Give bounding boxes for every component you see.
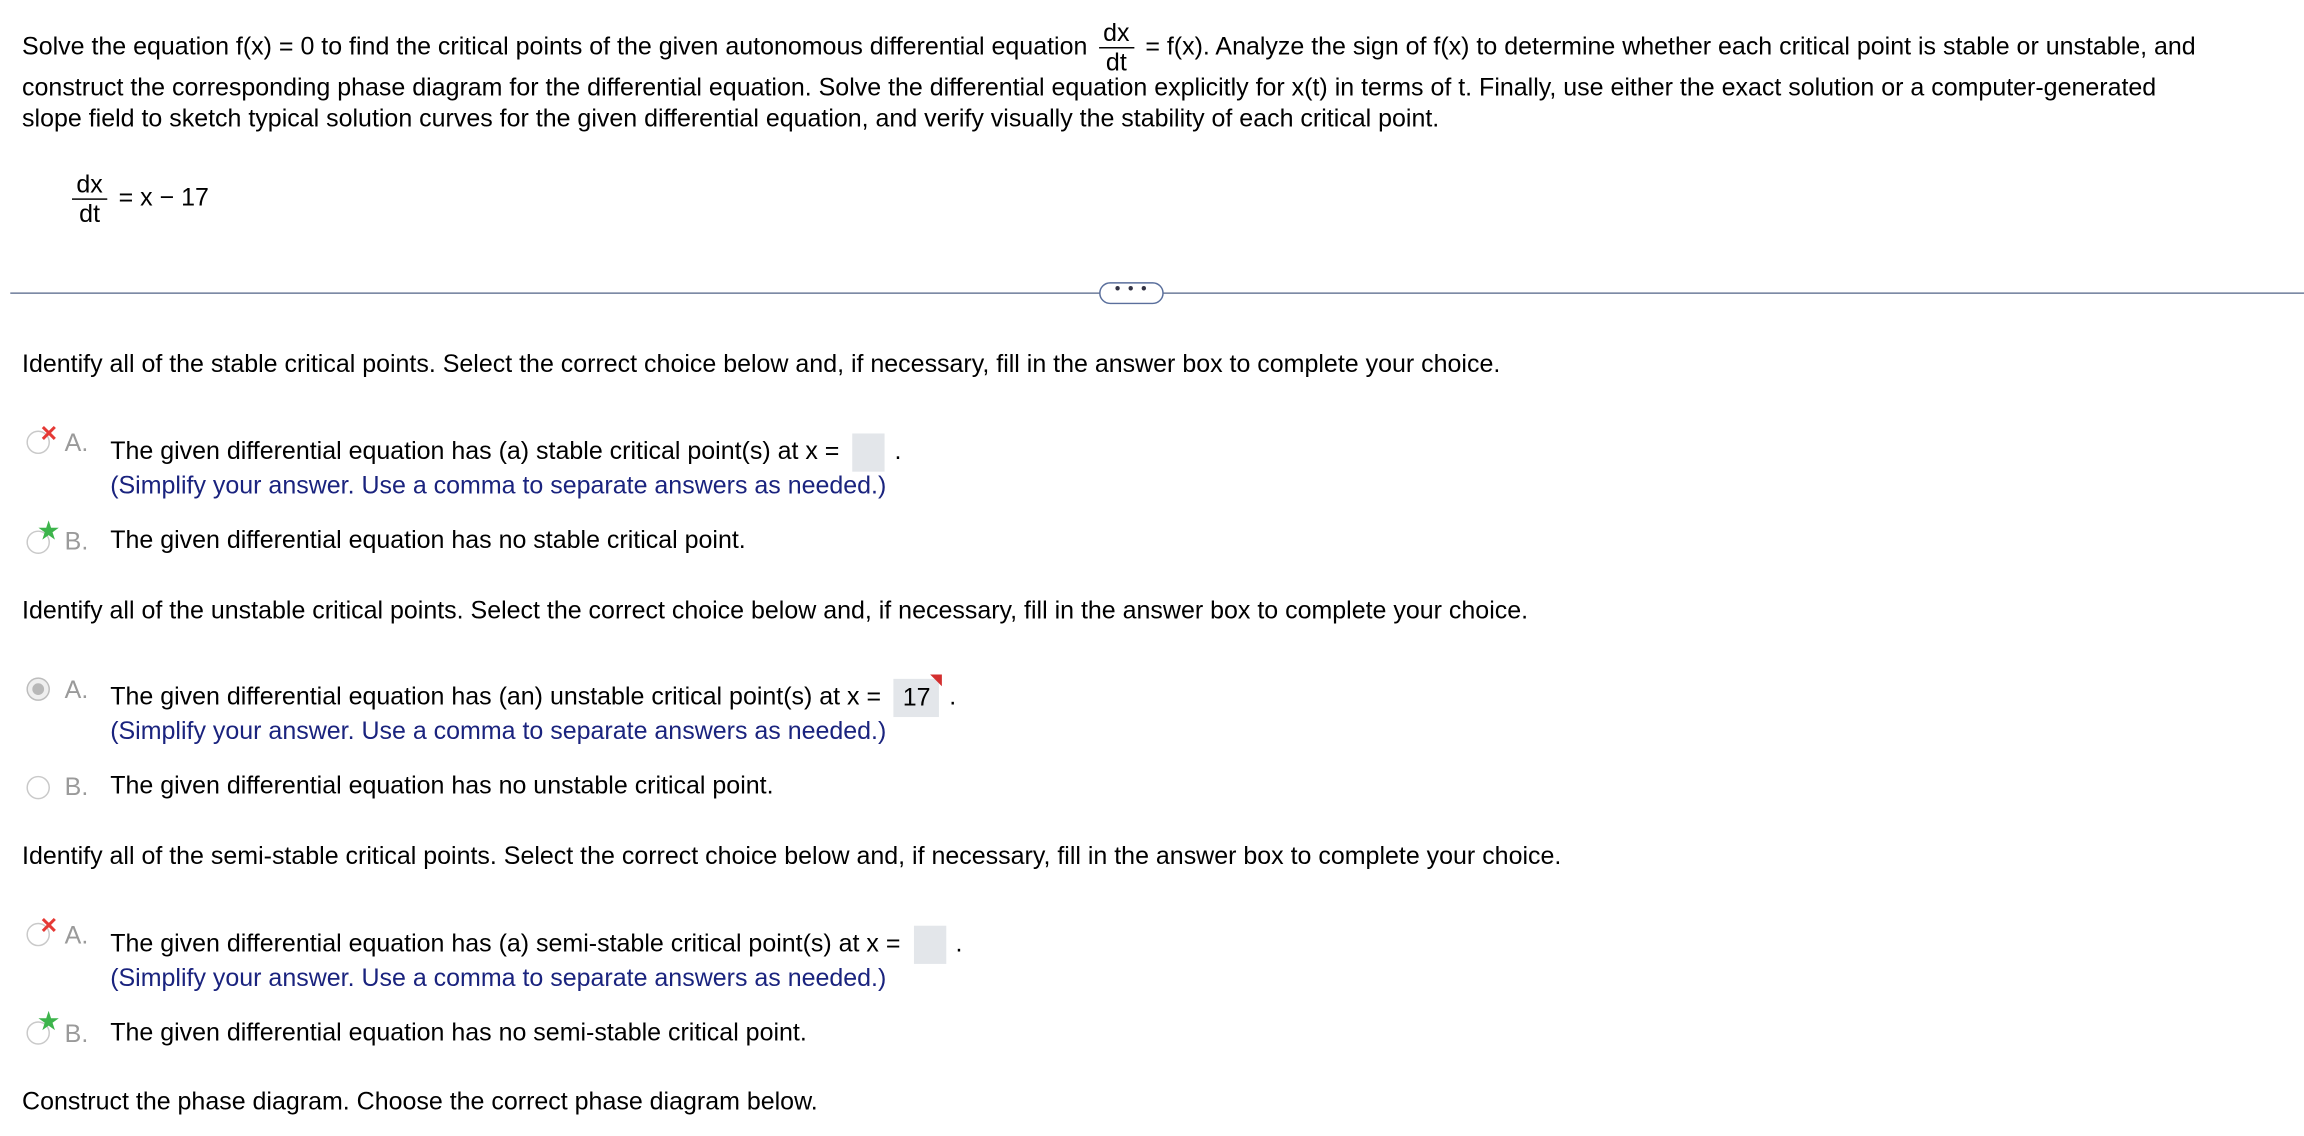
stable-option-a-text: The given differential equation has (a) stable critical point(s) at x = <box>110 437 840 466</box>
unstable-answer-value: 17 <box>902 683 931 712</box>
derivative-fraction <box>1099 19 1134 76</box>
period: . <box>949 682 957 711</box>
semistable-answer-input[interactable] <box>913 926 945 964</box>
stable-option-a[interactable] <box>110 433 901 471</box>
semistable-option-a-letter: A. <box>64 921 89 950</box>
semistable-question-prompt: Identify all of the semi-stable critical points. Select the correct choice below and, if necessary, fill in the answer box to complete your choice. <box>22 841 1562 870</box>
fraction-numerator: dx <box>1099 19 1134 48</box>
stable-question-prompt: Identify all of the stable critical points. Select the correct choice below and, if necessary, fill in the answer box to complete your choice. <box>22 349 1501 378</box>
correct-star-icon: ★ <box>36 1006 61 1036</box>
problem-intro-part2: = f(x). Analyze the sign of f(x) to determine whether each critical point is stable or unstable, and <box>1145 32 2196 61</box>
given-equation <box>68 170 209 227</box>
problem-line-2: construct the corresponding phase diagram for the differential equation. Solve the differential equation explicitly for x(t) in terms of t. Finally, use either the exact solution or a computer-generated <box>22 73 2157 102</box>
semistable-option-a[interactable] <box>110 926 962 964</box>
semistable-option-b-letter: B. <box>64 1019 89 1048</box>
period: . <box>894 437 902 466</box>
incorrect-x-icon: ✕ <box>39 913 59 939</box>
fraction-denominator: dt <box>1105 48 1127 77</box>
answer-flag-icon <box>931 674 943 686</box>
unstable-option-a[interactable] <box>110 679 956 717</box>
unstable-option-a-letter: A. <box>64 675 89 704</box>
more-options-button[interactable]: • • • <box>1099 282 1164 304</box>
phase-diagram-prompt: Construct the phase diagram. Choose the correct phase diagram below. <box>22 1087 818 1116</box>
stable-option-b-text[interactable]: The given differential equation has no stable critical point. <box>110 526 746 554</box>
equation-denominator: dt <box>79 199 101 228</box>
problem-line-3: slope field to sketch typical solution curves for the given differential equation, and verify visually the stability of each critical point. <box>22 104 1440 133</box>
equation-numerator: dx <box>72 170 107 199</box>
problem-intro-part1: Solve the equation f(x) = 0 to find the critical points of the given autonomous differential equation <box>22 32 1088 61</box>
semistable-option-b-text[interactable]: The given differential equation has no semi-stable critical point. <box>110 1018 807 1047</box>
period: . <box>955 929 963 958</box>
unstable-option-a-hint: (Simplify your answer. Use a comma to separate answers as needed.) <box>110 717 887 745</box>
semistable-option-a-text: The given differential equation has (a) semi-stable critical point(s) at x = <box>110 929 901 958</box>
semistable-option-a-hint: (Simplify your answer. Use a comma to separate answers as needed.) <box>110 963 887 992</box>
equation-rhs: = x − 17 <box>118 183 209 212</box>
unstable-question-prompt: Identify all of the unstable critical points. Select the correct choice below and, if necessary, fill in the answer box to complete your choice. <box>22 596 1529 625</box>
unstable-option-a-text: The given differential equation has (an) unstable critical point(s) at x = <box>110 682 882 711</box>
stable-answer-input[interactable] <box>852 433 884 471</box>
incorrect-x-icon: ✕ <box>39 421 59 447</box>
problem-line-1 <box>22 19 2196 76</box>
stable-option-a-hint: (Simplify your answer. Use a comma to separate answers as needed.) <box>110 471 887 500</box>
unstable-answer-input[interactable] <box>894 679 939 717</box>
equation-fraction <box>72 170 107 227</box>
stable-option-a-letter: A. <box>64 429 89 457</box>
stable-option-b-letter: B. <box>64 527 89 556</box>
unstable-option-b-text[interactable]: The given differential equation has no unstable critical point. <box>110 771 774 800</box>
unstable-option-a-radio[interactable] <box>26 677 50 701</box>
unstable-option-b-radio[interactable] <box>26 776 50 800</box>
unstable-option-b-letter: B. <box>64 772 89 801</box>
correct-star-icon: ★ <box>36 515 61 546</box>
